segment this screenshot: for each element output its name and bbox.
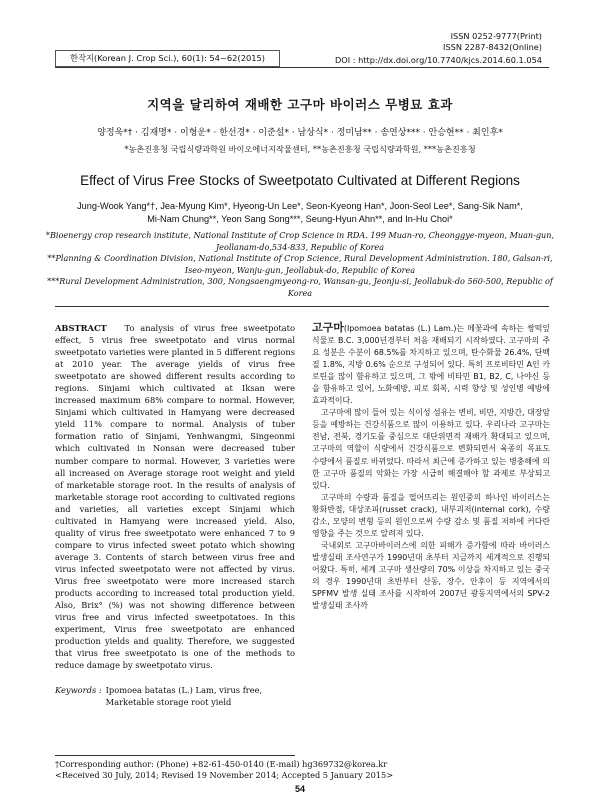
- authors-english: [0, 200, 600, 226]
- page-number: 54: [294, 784, 305, 794]
- body-paragraph-3: 고구마의 수량과 품질을 떨어뜨리는 원인중의 하나인 바이러스는 황화반점, 대상조피(russet crack), 내부괴저(internal cork), 수량 감소, 모양의 변형 등의 원인으로써 수량 감소 및 품질 저하에 커다란 영향을 주는 것으로 알려져 있다.: [312, 492, 550, 538]
- title-korean: 지역을 달리하여 재배한 고구마 바이러스 무병묘 효과: [147, 97, 453, 112]
- affiliation-1: *Bioenergy crop research institute, National Institute of Crop Science in RDA. 199 Muan-ro, Cheonggye-myeon, Muan-gun, Jeollanam-do,534-833, Republic of Korea: [45, 230, 555, 252]
- section-divider: [55, 306, 549, 307]
- keywords-text: Ipomoea batatas (L.) Lam, virus free, Marketable storage root yield: [105, 685, 263, 707]
- issn-online: ISSN 2287-8432(Online): [443, 42, 542, 52]
- doi-link[interactable]: DOI : http://dx.doi.org/10.7740/kjcs.2014.60.1.054: [334, 55, 542, 65]
- affiliations-english: [40, 230, 560, 300]
- footnote-divider: [55, 755, 295, 756]
- affiliation-3: ***Rural Development Administration, 300, Nongsaengmyeong-ro, Wansan-gu, Jeonju-si, Jeollabuk-do 560-500, Republic of Korea: [47, 276, 553, 298]
- header-divider: [55, 67, 549, 68]
- footnote: [55, 759, 549, 781]
- journal-citation: 한작지(Korean J. Crop Sci.), 60(1): 54~62(2015): [55, 50, 280, 67]
- affiliations-korean: *농촌진흥청 국립식량과학원 바이오에너지작물센터, **농촌진흥청 국립식량과학원, ***농촌진흥청: [124, 144, 476, 154]
- body-paragraph-2: 고구마에 많이 들어 있는 식이성 섬유는 변비, 비만, 지방간, 대장암 등을 예방하는 건강식품으로 많이 이용하고 있다. 우리나라 고구마는 전남, 전북, 경기도를 중심으로 대단위면적 재배가 확대되고 있으며, 고구마의 역할이 식량에서 건강식품으로 변화되면서 육종의 목표도 수량에서 품질로 바뀌었다. 따라서 최근에 증가하고 있는 병충해에 의한 고구마 품질의 악화는 가장 시급히 해결해야 할 과제로 부상되고 있다.: [312, 408, 550, 490]
- keywords: [55, 684, 295, 708]
- authors-korean: 양정욱*† · 김재명* · 이형운* · 한선경* · 이준설* · 남상식* · 정미남** · 송연상*** · 안승현** · 최인후*: [97, 128, 503, 138]
- body-paragraph-1: (Ipomoea batatas (L.) Lam.)는 메꽃과에 속하는 쌍떡잎식물로 B.C. 3,000년경부터 처음 재배되기 시작하였다. 고구마의 주요 성분은 수분이 68.5%를 차지하고 있으며, 탄수화물 26.4%, 단백질 1.8%, 지방 0.6% 순으로 구성되어 있다. 특히 프로비타민 A인 카로틴을 많이 함유하고 있으며, 그 밖에 비타민 B1, B2, C, 나야신 등을 함유하고 있어, 노화예방, 피로 회복, 시력 향상 및 성인병 예방에 효과적이다.: [312, 324, 550, 406]
- abstract-label: ABSTRACT: [55, 323, 107, 333]
- body-text: [312, 322, 550, 612]
- abstract: [55, 322, 295, 671]
- abstract-text: To analysis of virus free sweetpotato effect, 5 virus free sweetpotato and virus normal sweetpotato varieties were planted in 5 different regions at 2010 year. The average yields of virus free sweetpotato are showed different results according to regions. Sinjami which cultivated at Iksan were increased maximum 68% compare to normal. However, Sinjami which cultivated in Hamyang were decreased yield 11% compare to normal. Analysis of tuber formation ratio of Sinjami, Yenhwangmi, Singeonmi which cultivated in Nonsan were decreased tuber number compare to normal. However, 3 varieties were all increased on Average storage root weight and yield of marketable storage root. In the results of analysis of marketable storage root according to cultivated regions and varieties, all varieties except Sinjami which cultivated in Hamyang were increased yield. Also, quality of virus free sweetpotato were enhanced 7 to 9 compare to virus infected sweet potato which showing average 3. Contents of starch between virus free and virus infected sweetpotato were not affected by virus. Virus free sweetpotato were more increased starch products according to increased total production yield. Also, Brix° (%) was not showing difference between virus free and virus infected sweetpotatoes. In this experiment, Virus free sweetpotato are enhanced production yields and quality. Therefore, we suggested that virus free sweetpotato is one of the methods to reduce damage by sweetpotato virus.: [55, 323, 295, 671]
- title-english: Effect of Virus Free Stocks of Sweetpotato Cultivated at Different Regions: [80, 173, 520, 188]
- keywords-label: Keywords :: [55, 685, 102, 695]
- corresponding-author: †Corresponding author: (Phone) +82-61-450-0140 (E-mail) hg369732@korea.kr: [55, 759, 388, 769]
- authors-english-line1: Jung-Wook Yang*†, Jea-Myung Kim*, Hyeong-Un Lee*, Seon-Kyeong Han*, Joon-Seol Lee*, Sang-Sik Nam*,: [77, 201, 523, 211]
- affiliation-2: **Planning & Coordination Division, National Institute of Crop Science, Rural Development Administration. 180, Galsan-ri, Iseo-myeon, Wanju-gun, Jeollabuk-do, Republic of Korea: [47, 253, 553, 275]
- authors-english-line2: Mi-Nam Chung**, Yeon Sang Song***, Seung-Hyun Ahn**, and In-Hu Choi*: [147, 214, 453, 224]
- received-dates: <Received 30 July, 2014; Revised 19 November 2014; Accepted 5 January 2015>: [55, 770, 394, 780]
- issn-print: ISSN 0252-9777(Print): [450, 31, 542, 41]
- body-lead-word: 고구마: [312, 321, 344, 334]
- body-paragraph-4: 국내외로 고구마바이러스에 의한 피해가 증가함에 따라 바이러스 발생실태 조사연구가 1990년대 초부터 지금까지 세계적으로 진행되어왔다. 특히, 세계 고구마 생산량의 70% 이상을 차지하고 있는 중국의 경우 1990년대 초반부터 산동, 장수, 안후이 등 지역에서의 SPFMV 발생 실태 조사를 시작하여 2007년 광동지역에서의 SPV-2 발생실태 조사까: [312, 540, 550, 611]
